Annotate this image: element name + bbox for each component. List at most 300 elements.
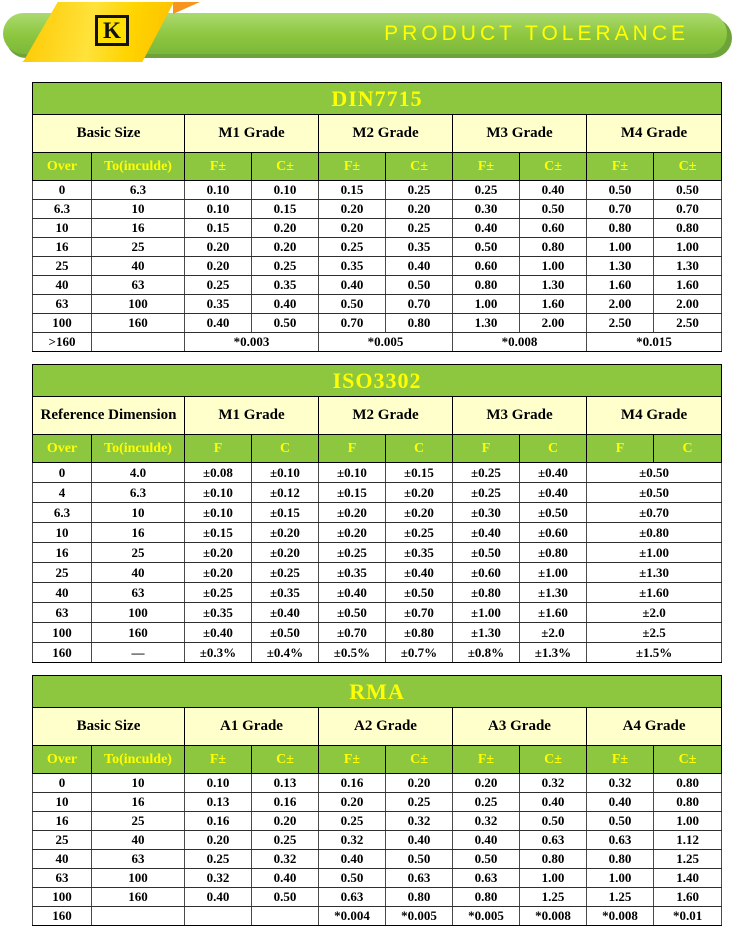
table-cell: 0.80 bbox=[654, 774, 722, 793]
table-row bbox=[33, 314, 722, 333]
table-cell: ±0.10 bbox=[319, 463, 386, 483]
table-cell: 0.32 bbox=[252, 850, 319, 869]
column-header: F± bbox=[453, 746, 520, 774]
size-header: Basic Size bbox=[33, 708, 185, 746]
table-row bbox=[33, 907, 722, 926]
table-cell: ±1.30 bbox=[587, 563, 722, 583]
table-cell: 0.80 bbox=[520, 238, 587, 257]
table-row bbox=[33, 543, 722, 563]
table-cell: 100 bbox=[33, 314, 92, 333]
table-cell: 0.80 bbox=[654, 219, 722, 238]
table-cell: 16 bbox=[33, 812, 92, 831]
table-cell: ±0.20 bbox=[386, 483, 453, 503]
table-cell: 0.50 bbox=[520, 812, 587, 831]
table-cell: 0 bbox=[33, 774, 92, 793]
table-cell: 0.20 bbox=[453, 774, 520, 793]
table-cell: 1.00 bbox=[587, 869, 654, 888]
table-cell: 100 bbox=[33, 623, 92, 643]
table-cell: 0.20 bbox=[319, 793, 386, 812]
table-cell: ±0.10 bbox=[185, 483, 252, 503]
table-cell: 0.63 bbox=[386, 869, 453, 888]
table-cell: *0.003 bbox=[185, 333, 319, 352]
table-cell: 0.35 bbox=[386, 238, 453, 257]
table-cell: 160 bbox=[92, 314, 185, 333]
table-cell: 0.70 bbox=[319, 314, 386, 333]
table-cell: 0.25 bbox=[386, 219, 453, 238]
table-cell: 1.25 bbox=[520, 888, 587, 907]
table-cell: 1.00 bbox=[453, 295, 520, 314]
table-row bbox=[33, 603, 722, 623]
table-cell: 0.25 bbox=[252, 257, 319, 276]
table-cell: 0.20 bbox=[252, 238, 319, 257]
table-cell: 160 bbox=[92, 623, 185, 643]
table-cell: 63 bbox=[92, 276, 185, 295]
table-cell bbox=[252, 907, 319, 926]
column-header: F bbox=[319, 435, 386, 463]
table-cell: ±0.15 bbox=[319, 483, 386, 503]
table-cell: ±0.30 bbox=[453, 503, 520, 523]
table-cell: 0.80 bbox=[654, 793, 722, 812]
table-cell: ±0.40 bbox=[252, 603, 319, 623]
table-cell: ±2.5 bbox=[587, 623, 722, 643]
table-cell: 6.3 bbox=[33, 200, 92, 219]
table-cell: *0.01 bbox=[654, 907, 722, 926]
table-cell: 0.32 bbox=[520, 774, 587, 793]
table-cell: 0.32 bbox=[453, 812, 520, 831]
table-cell: 0 bbox=[33, 181, 92, 200]
table-cell: 160 bbox=[92, 888, 185, 907]
table-cell: 1.00 bbox=[654, 812, 722, 831]
table-cell: 0.32 bbox=[587, 774, 654, 793]
table-cell: 63 bbox=[33, 295, 92, 314]
table-cell: ±2.0 bbox=[587, 603, 722, 623]
grade-header: M1 Grade bbox=[185, 397, 319, 435]
column-header: F± bbox=[587, 746, 654, 774]
column-header: Over bbox=[33, 153, 92, 181]
column-header: F± bbox=[185, 746, 252, 774]
table-cell: ±1.00 bbox=[453, 603, 520, 623]
table-cell: 63 bbox=[92, 583, 185, 603]
table-row bbox=[33, 276, 722, 295]
table-cell: ±0.80 bbox=[520, 543, 587, 563]
table-cell: 0.15 bbox=[185, 219, 252, 238]
table-cell: ±0.70 bbox=[587, 503, 722, 523]
table-cell: 0.25 bbox=[386, 181, 453, 200]
table-cell: 63 bbox=[33, 603, 92, 623]
table-cell: 1.60 bbox=[654, 888, 722, 907]
column-header: C± bbox=[654, 153, 722, 181]
table-cell: 160 bbox=[33, 907, 92, 926]
table-cell: 0.50 bbox=[453, 850, 520, 869]
table-cell: 40 bbox=[92, 563, 185, 583]
page-title: PRODUCT TOLERANCE bbox=[384, 21, 689, 45]
table-cell: 0.10 bbox=[252, 181, 319, 200]
table-cell: ±0.15 bbox=[185, 523, 252, 543]
table-cell: 0.50 bbox=[319, 295, 386, 314]
table-row bbox=[33, 483, 722, 503]
column-header: C± bbox=[654, 746, 722, 774]
table-cell: ±0.35 bbox=[185, 603, 252, 623]
table-cell: *0.004 bbox=[319, 907, 386, 926]
table-row bbox=[33, 850, 722, 869]
table-cell bbox=[185, 907, 252, 926]
column-header: C bbox=[252, 435, 319, 463]
table-cell: ±0.3% bbox=[185, 643, 252, 663]
table-cell: 0.50 bbox=[587, 181, 654, 200]
table-cell: 2.00 bbox=[520, 314, 587, 333]
table-cell: 160 bbox=[33, 643, 92, 663]
table-cell: 0.20 bbox=[185, 238, 252, 257]
table-cell: 0.15 bbox=[319, 181, 386, 200]
column-header: To(inculde) bbox=[92, 153, 185, 181]
table-cell: 0.40 bbox=[587, 793, 654, 812]
table-row bbox=[33, 793, 722, 812]
table-cell: 0.25 bbox=[319, 238, 386, 257]
table-cell: 0.60 bbox=[520, 219, 587, 238]
table-cell: ±0.25 bbox=[319, 543, 386, 563]
table-title-row bbox=[33, 83, 722, 115]
table-cell: ±0.10 bbox=[185, 503, 252, 523]
table-cell: 0.50 bbox=[252, 314, 319, 333]
column-header: C bbox=[386, 435, 453, 463]
grade-header: M2 Grade bbox=[319, 115, 453, 153]
table-cell: — bbox=[92, 643, 185, 663]
table-cell: ±1.00 bbox=[587, 543, 722, 563]
table-cell: 0.40 bbox=[252, 295, 319, 314]
table-cell: ±0.40 bbox=[453, 523, 520, 543]
table-cell: 100 bbox=[92, 603, 185, 623]
table-cell: ±0.40 bbox=[520, 463, 587, 483]
table-cell: ±1.30 bbox=[520, 583, 587, 603]
table-cell: ±0.40 bbox=[319, 583, 386, 603]
table-cell: 1.00 bbox=[587, 238, 654, 257]
column-header: C bbox=[654, 435, 722, 463]
column-header: To(inculde) bbox=[92, 435, 185, 463]
table-cell: ±0.25 bbox=[185, 583, 252, 603]
table-cell: ±0.4% bbox=[252, 643, 319, 663]
table-cell: 0.80 bbox=[587, 219, 654, 238]
table-cell: 1.25 bbox=[587, 888, 654, 907]
grade-header: A4 Grade bbox=[587, 708, 722, 746]
table-cell: 6.3 bbox=[33, 503, 92, 523]
table-cell: 0.25 bbox=[319, 812, 386, 831]
table-row bbox=[33, 238, 722, 257]
table-cell: 0.16 bbox=[319, 774, 386, 793]
table-cell: 0.13 bbox=[185, 793, 252, 812]
table-cell: 0.10 bbox=[185, 200, 252, 219]
table-cell: 40 bbox=[33, 583, 92, 603]
table-cell: ±0.80 bbox=[587, 523, 722, 543]
table-cell: ±0.25 bbox=[252, 563, 319, 583]
table-row bbox=[33, 888, 722, 907]
table-cell: ±0.10 bbox=[252, 463, 319, 483]
column-header: F bbox=[453, 435, 520, 463]
table-cell: 0.25 bbox=[386, 793, 453, 812]
column-header: C bbox=[520, 435, 587, 463]
table-cell: 0.63 bbox=[319, 888, 386, 907]
table-cell: 10 bbox=[33, 219, 92, 238]
table-cell: 100 bbox=[92, 295, 185, 314]
table-row bbox=[33, 831, 722, 850]
table-cell: 16 bbox=[33, 543, 92, 563]
iso3302-table bbox=[32, 364, 722, 663]
table-cell: ±0.70 bbox=[386, 603, 453, 623]
table-cell: 0.30 bbox=[453, 200, 520, 219]
table-cell: ±0.20 bbox=[185, 543, 252, 563]
table-cell: 16 bbox=[92, 219, 185, 238]
table-cell: 6.3 bbox=[92, 181, 185, 200]
table-cell: 0.80 bbox=[386, 888, 453, 907]
table-cell: 40 bbox=[92, 831, 185, 850]
table-cell: 0.25 bbox=[453, 181, 520, 200]
column-header: F± bbox=[319, 153, 386, 181]
table-cell: ±0.25 bbox=[453, 463, 520, 483]
table-cell: 0.20 bbox=[185, 831, 252, 850]
table-cell: *0.005 bbox=[453, 907, 520, 926]
table-cell: 0.20 bbox=[252, 812, 319, 831]
table-cell: ±0.50 bbox=[520, 503, 587, 523]
table-cell: *0.008 bbox=[453, 333, 587, 352]
table-row bbox=[33, 200, 722, 219]
grade-header: A2 Grade bbox=[319, 708, 453, 746]
table-cell: 0.25 bbox=[185, 276, 252, 295]
table-cell: 0.80 bbox=[587, 850, 654, 869]
table-row bbox=[33, 295, 722, 314]
table-row bbox=[33, 463, 722, 483]
table-cell: 10 bbox=[92, 774, 185, 793]
table-cell: 0.40 bbox=[185, 888, 252, 907]
table-title: RMA bbox=[33, 676, 722, 708]
table-cell: ±0.20 bbox=[319, 503, 386, 523]
column-header: C± bbox=[520, 746, 587, 774]
table-cell: ±0.15 bbox=[386, 463, 453, 483]
table-cell: 0.25 bbox=[185, 850, 252, 869]
table-cell: 0.25 bbox=[453, 793, 520, 812]
table-cell: 0 bbox=[33, 463, 92, 483]
table-cell: 0.80 bbox=[520, 850, 587, 869]
table-cell: ±0.50 bbox=[587, 463, 722, 483]
grade-header: M4 Grade bbox=[587, 115, 722, 153]
table-row bbox=[33, 643, 722, 663]
table-cell: 16 bbox=[92, 523, 185, 543]
table-cell: 4 bbox=[33, 483, 92, 503]
table-cell: 0.50 bbox=[252, 888, 319, 907]
table-cell: 1.00 bbox=[520, 257, 587, 276]
table-cell: 1.12 bbox=[654, 831, 722, 850]
table-cell: 16 bbox=[33, 238, 92, 257]
table-cell: 0.40 bbox=[185, 314, 252, 333]
grade-header: M3 Grade bbox=[453, 115, 587, 153]
table-cell: 25 bbox=[33, 831, 92, 850]
table-cell: ±0.35 bbox=[319, 563, 386, 583]
column-header: F bbox=[185, 435, 252, 463]
table-cell: 0.40 bbox=[386, 257, 453, 276]
table-cell: 0.70 bbox=[587, 200, 654, 219]
table-cell: 0.40 bbox=[319, 276, 386, 295]
size-header: Basic Size bbox=[33, 115, 185, 153]
table-cell: 6.3 bbox=[92, 483, 185, 503]
table-cell: 0.10 bbox=[185, 774, 252, 793]
table-cell: 1.00 bbox=[520, 869, 587, 888]
table-cell: 0.32 bbox=[185, 869, 252, 888]
table-cell: 2.50 bbox=[587, 314, 654, 333]
table-cell: 0.32 bbox=[386, 812, 453, 831]
column-header: To(inculde) bbox=[92, 746, 185, 774]
table-cell: 0.50 bbox=[654, 181, 722, 200]
table-title-row bbox=[33, 676, 722, 708]
table-cell: 40 bbox=[92, 257, 185, 276]
table-cell: 0.20 bbox=[319, 219, 386, 238]
table-cell: ±0.40 bbox=[520, 483, 587, 503]
table-row bbox=[33, 812, 722, 831]
table-cell bbox=[92, 907, 185, 926]
table-cell: 25 bbox=[33, 563, 92, 583]
table-cell: ±0.50 bbox=[587, 483, 722, 503]
table-cell: 0.40 bbox=[520, 181, 587, 200]
table-cell: ±1.60 bbox=[520, 603, 587, 623]
table-cell: 1.60 bbox=[520, 295, 587, 314]
table-cell: 16 bbox=[92, 793, 185, 812]
table-cell: 0.20 bbox=[319, 200, 386, 219]
table-cell: 100 bbox=[33, 888, 92, 907]
column-header: F± bbox=[319, 746, 386, 774]
table-cell: 1.60 bbox=[587, 276, 654, 295]
grade-header-row bbox=[33, 708, 722, 746]
table-cell: 1.30 bbox=[520, 276, 587, 295]
table-cell: ±0.20 bbox=[185, 563, 252, 583]
table-cell: *0.005 bbox=[386, 907, 453, 926]
table-cell: 0.20 bbox=[386, 200, 453, 219]
table-cell: 10 bbox=[33, 793, 92, 812]
brand-logo-letter: K bbox=[103, 18, 121, 43]
table-cell: 25 bbox=[33, 257, 92, 276]
column-header: F bbox=[587, 435, 654, 463]
table-cell: ±0.80 bbox=[386, 623, 453, 643]
table-cell: 0.35 bbox=[252, 276, 319, 295]
table-cell: 0.40 bbox=[453, 219, 520, 238]
table-cell: 1.25 bbox=[654, 850, 722, 869]
rma-table bbox=[32, 675, 722, 926]
table-cell: 0.63 bbox=[453, 869, 520, 888]
grade-header: M4 Grade bbox=[587, 397, 722, 435]
column-header-row bbox=[33, 746, 722, 774]
table-cell: ±1.5% bbox=[587, 643, 722, 663]
table-cell: 63 bbox=[33, 869, 92, 888]
table-cell: 0.25 bbox=[252, 831, 319, 850]
table-cell: 63 bbox=[92, 850, 185, 869]
table-cell: ±0.70 bbox=[319, 623, 386, 643]
table-cell: 1.30 bbox=[654, 257, 722, 276]
column-header: C± bbox=[386, 746, 453, 774]
table-cell: 0.40 bbox=[453, 831, 520, 850]
table-cell: 10 bbox=[92, 503, 185, 523]
table-cell: ±0.08 bbox=[185, 463, 252, 483]
table-cell: ±0.50 bbox=[386, 583, 453, 603]
table-title: DIN7715 bbox=[33, 83, 722, 115]
table-cell: 0.16 bbox=[252, 793, 319, 812]
table-cell: 25 bbox=[92, 543, 185, 563]
table-cell: ±0.7% bbox=[386, 643, 453, 663]
table-cell: 0.40 bbox=[386, 831, 453, 850]
table-cell: 0.40 bbox=[520, 793, 587, 812]
table-cell: 0.50 bbox=[520, 200, 587, 219]
table-cell: 0.60 bbox=[453, 257, 520, 276]
table-cell: ±1.30 bbox=[453, 623, 520, 643]
table-cell: 0.50 bbox=[453, 238, 520, 257]
table-cell: 0.50 bbox=[587, 812, 654, 831]
table-cell: 0.50 bbox=[386, 850, 453, 869]
table-row bbox=[33, 869, 722, 888]
column-header: C± bbox=[252, 153, 319, 181]
table-cell: ±1.60 bbox=[587, 583, 722, 603]
table-cell: 40 bbox=[33, 850, 92, 869]
table-cell: ±0.25 bbox=[386, 523, 453, 543]
table-cell: 0.40 bbox=[252, 869, 319, 888]
table-cell: 25 bbox=[92, 812, 185, 831]
table-cell: 2.50 bbox=[654, 314, 722, 333]
column-header: F± bbox=[453, 153, 520, 181]
column-header: Over bbox=[33, 746, 92, 774]
column-header: F± bbox=[185, 153, 252, 181]
table-cell: 0.10 bbox=[185, 181, 252, 200]
table-cell: ±0.25 bbox=[453, 483, 520, 503]
grade-header: A3 Grade bbox=[453, 708, 587, 746]
header-banner bbox=[0, 0, 750, 70]
column-header: C± bbox=[252, 746, 319, 774]
table-cell: ±0.20 bbox=[252, 543, 319, 563]
table-cell: ±1.00 bbox=[520, 563, 587, 583]
table-cell: ±0.5% bbox=[319, 643, 386, 663]
table-cell: 0.16 bbox=[185, 812, 252, 831]
table-cell: 100 bbox=[92, 869, 185, 888]
table-cell: 0.80 bbox=[386, 314, 453, 333]
table-cell: ±0.50 bbox=[453, 543, 520, 563]
column-header: Over bbox=[33, 435, 92, 463]
table-cell: 0.35 bbox=[185, 295, 252, 314]
table-cell: ±0.8% bbox=[453, 643, 520, 663]
table-cell: 1.30 bbox=[453, 314, 520, 333]
table-cell: ±0.50 bbox=[319, 603, 386, 623]
table-cell: 0.70 bbox=[654, 200, 722, 219]
column-header: C± bbox=[520, 153, 587, 181]
table-cell: ±0.60 bbox=[520, 523, 587, 543]
grade-header: M3 Grade bbox=[453, 397, 587, 435]
table-row bbox=[33, 333, 722, 352]
table-cell: ±2.0 bbox=[520, 623, 587, 643]
table-cell: ±0.15 bbox=[252, 503, 319, 523]
table-row bbox=[33, 563, 722, 583]
din7715-table bbox=[32, 82, 722, 352]
table-cell: 0.80 bbox=[453, 276, 520, 295]
table-row bbox=[33, 774, 722, 793]
table-row bbox=[33, 583, 722, 603]
table-cell: 10 bbox=[92, 200, 185, 219]
table-cell: 0.70 bbox=[386, 295, 453, 314]
table-cell: 1.60 bbox=[654, 276, 722, 295]
table-cell: ±1.3% bbox=[520, 643, 587, 663]
table-cell: 0.20 bbox=[185, 257, 252, 276]
column-header-row bbox=[33, 435, 722, 463]
table-cell: 2.00 bbox=[587, 295, 654, 314]
table-cell: ±0.35 bbox=[386, 543, 453, 563]
table-cell: 1.30 bbox=[587, 257, 654, 276]
table-row bbox=[33, 257, 722, 276]
table-cell: 0.40 bbox=[319, 850, 386, 869]
column-header: F± bbox=[587, 153, 654, 181]
table-cell: ±0.40 bbox=[185, 623, 252, 643]
table-row bbox=[33, 219, 722, 238]
table-cell: ±0.12 bbox=[252, 483, 319, 503]
